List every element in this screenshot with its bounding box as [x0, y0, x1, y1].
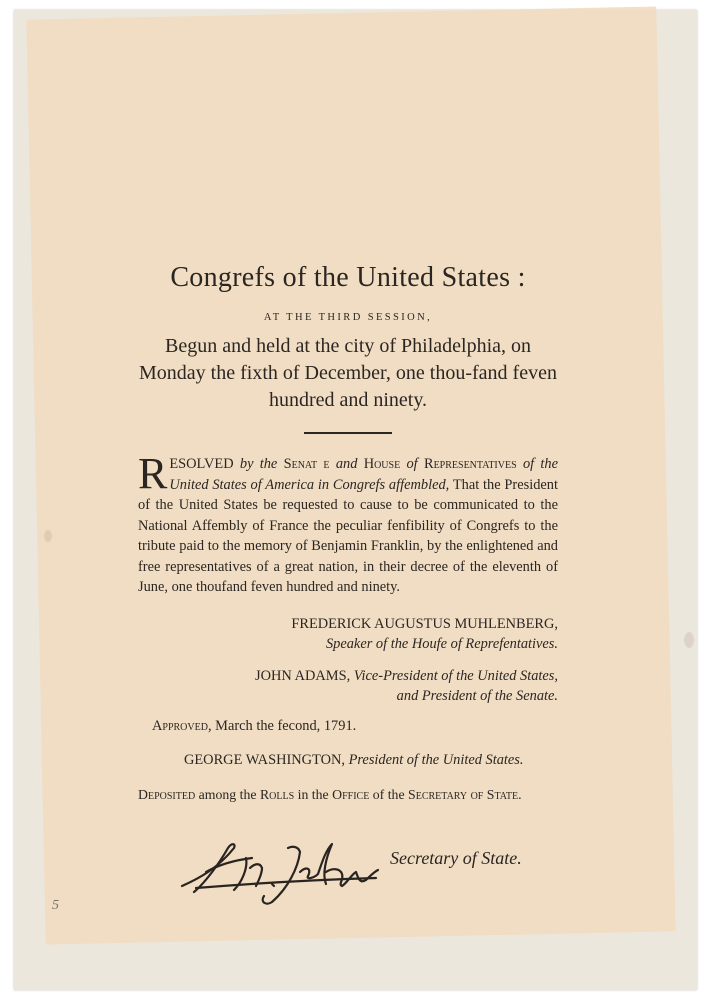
document-content	[138, 262, 558, 804]
stain-mark	[44, 530, 52, 542]
deposited-secretary: Secretary of State.	[408, 786, 522, 802]
resolution-text	[138, 449, 558, 598]
drop-cap: R	[138, 449, 168, 498]
washington-name: GEORGE WASHINGTON,	[184, 751, 345, 768]
approved-date: March the fecond, 1791.	[215, 717, 357, 734]
deposited-of: of the	[372, 786, 405, 802]
resolved-assembled: of the United States of America in Congrefs affembled,	[169, 456, 558, 493]
muhlenberg-name: FREDERICK AUGUSTUS MUHLENBERG,	[291, 615, 558, 632]
deposited-word: Deposited	[138, 786, 196, 802]
resolved-of: of	[406, 456, 418, 472]
washington-title: President of the United States.	[348, 751, 524, 768]
stain-mark	[684, 632, 694, 648]
deposited-in: in the	[297, 786, 329, 802]
jefferson-signature	[176, 828, 576, 908]
resolved-body: That the President of the United States be requested to cause to be communicated to the National Affembly of France the peculiar fenfibility of Congrefs to the tribute paid to the memory of Benjamin Franklin, by the enlightened and free representatives of a great nation, in their decree of the eleventh of June, one thoufand feven hundred and ninety.	[138, 476, 558, 595]
adams-name: JOHN ADAMS,	[255, 667, 351, 684]
muhlenberg-title: Speaker of the Houfe of Reprefentatives.	[325, 635, 558, 652]
adams-title-2: and President of the Senate.	[396, 687, 558, 704]
muhlenberg-block	[138, 614, 558, 654]
begun-paragraph: Begun and held at the city of Philadelphia, on Monday the fixth of December, one thou-fand feven hundred and ninety.	[139, 335, 557, 411]
washington-line	[184, 750, 558, 770]
deposited-office: Office	[332, 786, 370, 802]
adams-title-1: Vice-President of the United States,	[353, 667, 558, 684]
resolved-house: House	[363, 456, 401, 472]
session-line: AT THE THIRD SESSION,	[263, 312, 433, 323]
signature-title: Secretary of State.	[390, 848, 522, 868]
resolved-and: and	[335, 456, 358, 472]
approved-line	[152, 716, 558, 736]
resolved-representatives: Representatives	[423, 456, 517, 472]
document-title: Congrefs of the United States :	[170, 262, 526, 293]
resolved-senate: Senat e	[283, 456, 330, 472]
deposited-rolls: Rolls	[259, 786, 295, 802]
approved-label: Approved,	[152, 717, 212, 734]
pencil-annotation: 5	[52, 898, 59, 913]
resolved-by: by the	[239, 456, 278, 472]
adams-block	[138, 666, 558, 706]
deposited-among: among the	[198, 786, 257, 802]
signature-script	[176, 828, 386, 908]
resolved-word: ESOLVED	[169, 456, 234, 472]
deposited-line	[138, 786, 558, 804]
divider-rule	[304, 432, 392, 434]
